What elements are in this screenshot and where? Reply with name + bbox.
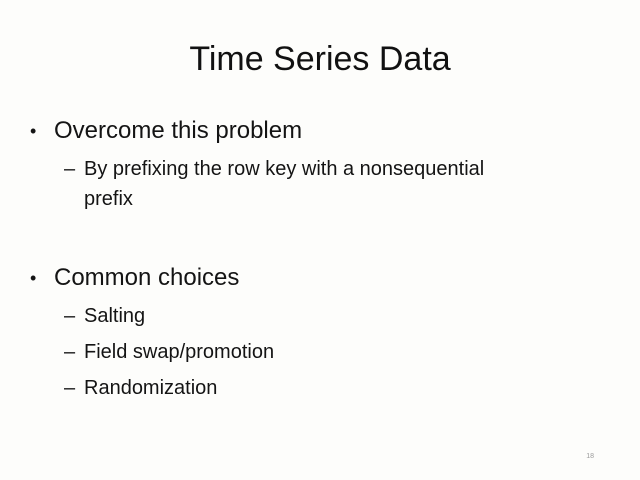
sub-text: Field swap/promotion	[84, 341, 275, 363]
sub-dash: –	[64, 158, 76, 180]
sub-bullet-prefixing	[64, 154, 564, 214]
sub-dash: –	[64, 377, 76, 399]
sub-text-line2: prefix	[84, 188, 133, 210]
sub-text-line1: By prefixing the row key with a nonsequential	[84, 158, 485, 180]
sub-bullet-randomization	[64, 373, 564, 403]
bullet-text: Overcome this problem	[54, 117, 303, 144]
sub-bullet-salting	[64, 301, 564, 331]
bullet-dot: •	[30, 268, 37, 288]
slide-title: Time Series Data	[189, 40, 451, 78]
sub-bullet-field-swap	[64, 337, 564, 367]
page-number: 18	[586, 453, 594, 460]
bullet-dot: •	[30, 121, 37, 141]
sub-dash: –	[64, 341, 76, 363]
sub-text: Salting	[84, 305, 146, 327]
sub-dash: –	[64, 305, 76, 327]
bullet-overcome	[30, 116, 302, 146]
bullet-text: Common choices	[54, 264, 240, 291]
bullet-common-choices	[30, 263, 239, 293]
sub-text: Randomization	[84, 377, 218, 399]
